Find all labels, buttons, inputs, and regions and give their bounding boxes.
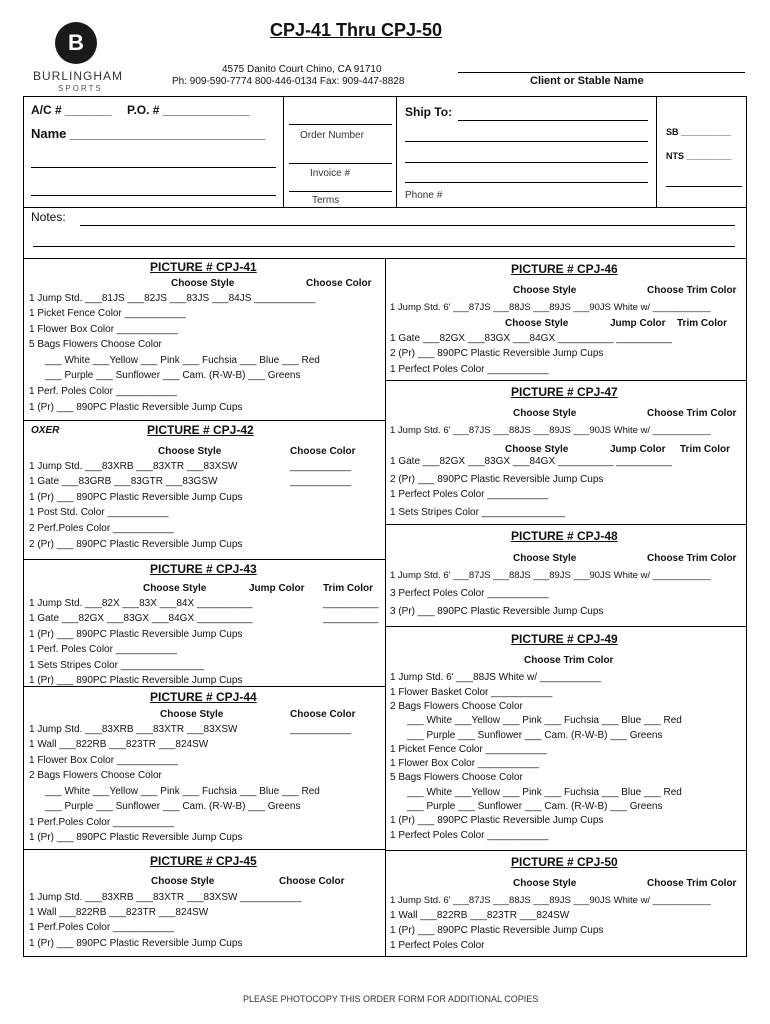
section-title: PICTURE # CPJ-42 [147, 423, 254, 437]
line-item[interactable]: 1 Flower Box Color ___________ [29, 755, 178, 766]
choose-style-header: Choose Style [513, 285, 577, 296]
line-item[interactable]: 1 Post Std. Color ___________ [29, 507, 169, 518]
client-name-line[interactable] [458, 72, 745, 73]
choose-color-header: Choose Color [290, 709, 356, 720]
line-item[interactable]: 1 Perfect Poles Color ___________ [390, 364, 549, 375]
section-title: PICTURE # CPJ-48 [511, 529, 618, 543]
oxer-label: OXER [31, 425, 60, 436]
notes-line-1[interactable] [80, 225, 735, 226]
ship-to-label: Ship To: [405, 105, 453, 119]
line-item[interactable]: 1 Jump Std. 6' ___88JS White w/ ___________ [390, 672, 601, 683]
line-item[interactable]: 1 Perf. Poles Color ___________ [29, 644, 177, 655]
line-item[interactable]: 1 Picket Fence Color ___________ [390, 744, 547, 755]
line-item[interactable]: 1 Flower Box Color ___________ [29, 324, 178, 335]
choose-color-header: Choose Color [306, 278, 372, 289]
section-title: PICTURE # CPJ-43 [150, 562, 257, 576]
line-item[interactable]: 1 (Pr) ___ 890PC Plastic Reversible Jump Cups [29, 832, 243, 843]
line-item[interactable]: 1 Wall ___822RB ___823TR ___824SW [390, 910, 570, 921]
jump-color-header: Jump Color [249, 583, 305, 594]
notes-line-2[interactable] [33, 246, 735, 247]
choose-style-header: Choose Style [505, 318, 569, 329]
section-title: PICTURE # CPJ-50 [511, 855, 618, 869]
color-options[interactable]: ___ White ___Yellow ___ Pink ___ Fuchsia ___ Blue ___ Red [45, 786, 320, 797]
line-item[interactable]: 1 Jump Std. ___81JS ___82JS ___83JS ___84JS ___________ [29, 293, 316, 304]
line-item[interactable]: 1 Sets Stripes Color _______________ [29, 660, 205, 671]
extra-field-line[interactable] [666, 186, 742, 187]
line-item[interactable]: 1 Perfect Poles Color ___________ [390, 830, 549, 841]
line-item[interactable]: 1 Perf.Poles Color ___________ [29, 817, 175, 828]
brand-logo-letter: B [68, 30, 84, 55]
page-title: CPJ-41 Thru CPJ-50 [270, 20, 443, 40]
client-name-label: Client or Stable Name [530, 75, 644, 87]
line-item[interactable]: 1 (Pr) ___ 890PC Plastic Reversible Jump Cups [29, 492, 243, 503]
line-item: 5 Bags Flowers Choose Color [29, 339, 162, 350]
choose-trim-header: Choose Trim Color [647, 553, 737, 564]
line-item[interactable]: 1 Jump Std. 6' ___87JS ___88JS ___89JS ___90JS White w/ ___________ [390, 425, 711, 436]
line-item[interactable]: 1 (Pr) ___ 890PC Plastic Reversible Jump Cups [29, 629, 243, 640]
ac-field[interactable]: A/C # _______ [31, 103, 112, 117]
choose-color-header: Choose Color [279, 876, 345, 887]
brand-name: BURLINGHAM [33, 69, 124, 83]
section-title: PICTURE # CPJ-49 [511, 632, 618, 646]
line-item[interactable]: 2 (Pr) ___ 890PC Plastic Reversible Jump Cups [390, 474, 604, 485]
sb-field[interactable]: SB __________ [666, 127, 732, 137]
line-item[interactable]: 1 Perfect Poles Color [390, 940, 485, 951]
line-item[interactable]: 1 Perf. Poles Color ___________ [29, 386, 177, 397]
trim-color-header: Trim Color [680, 444, 731, 455]
footer-note: PLEASE PHOTOCOPY THIS ORDER FORM FOR ADDITIONAL COPIES [243, 994, 539, 1004]
notes-label: Notes: [31, 210, 66, 224]
phone-label: Phone # [405, 190, 443, 201]
invoice-label: Invoice # [310, 168, 351, 179]
choose-style-header: Choose Style [171, 278, 235, 289]
line-item[interactable]: 1 Jump Std. ___83XRB ___83XTR ___83XSW [29, 461, 238, 472]
line-item[interactable]: 1 Jump Std. ___83XRB ___83XTR ___83XSW [29, 724, 238, 735]
ship-to-line-3[interactable] [405, 162, 648, 163]
color-options[interactable]: ___ White ___Yellow ___ Pink ___ Fuchsia ___ Blue ___ Red [407, 787, 682, 798]
company-phones: Ph: 909-590-7774 800-446-0134 Fax: 909-447-8828 [172, 76, 405, 87]
color-options[interactable]: ___ White ___Yellow ___ Pink ___ Fuchsia ___ Blue ___ Red [407, 715, 682, 726]
choose-style-header: Choose Style [143, 583, 207, 594]
color-line[interactable]: ___________ [290, 476, 352, 487]
line-item[interactable]: 1 Flower Box Color ___________ [390, 758, 539, 769]
line-item[interactable]: 2 (Pr) ___ 890PC Plastic Reversible Jump Cups [29, 539, 243, 550]
section-title: PICTURE # CPJ-46 [511, 262, 618, 276]
line-item[interactable]: 1 (Pr) ___ 890PC Plastic Reversible Jump Cups [29, 675, 243, 686]
line-item[interactable]: 1 (Pr) ___ 890PC Plastic Reversible Jump Cups [390, 925, 604, 936]
choose-trim-header: Choose Trim Color [524, 655, 614, 666]
line-item[interactable]: 1 (Pr) ___ 890PC Plastic Reversible Jump Cups [29, 938, 243, 949]
jump-color-header: Jump Color [610, 444, 666, 455]
brand-sub: SPORTS [58, 84, 103, 93]
line-item[interactable]: 1 Picket Fence Color ___________ [29, 308, 186, 319]
section-title: PICTURE # CPJ-47 [511, 385, 618, 399]
choose-trim-header: Choose Trim Color [647, 285, 737, 296]
choose-style-header: Choose Style [513, 878, 577, 889]
ship-to-line-1[interactable] [458, 120, 648, 121]
line-item[interactable]: 1 Perfect Poles Color ___________ [390, 489, 549, 500]
line-item[interactable]: 1 Jump Std. 6' ___87JS ___88JS ___89JS ___90JS White w/ ___________ [390, 570, 711, 581]
name-line-3[interactable] [31, 195, 276, 196]
section-title: PICTURE # CPJ-41 [150, 260, 257, 274]
section-title: PICTURE # CPJ-45 [150, 854, 257, 868]
choose-style-header: Choose Style [160, 709, 224, 720]
po-field[interactable]: P.O. # _____________ [127, 103, 250, 117]
trim-color-header: Trim Color [323, 583, 374, 594]
name-field[interactable]: Name ___________________________ [31, 126, 266, 141]
line-item: 5 Bags Flowers Choose Color [390, 772, 523, 783]
line-item[interactable]: 1 (Pr) ___ 890PC Plastic Reversible Jump Cups [390, 815, 604, 826]
line-item[interactable]: 1 Perf.Poles Color ___________ [29, 922, 175, 933]
line-item[interactable]: 1 Gate ___82GX ___83GX ___84GX __________ [29, 613, 253, 624]
choose-style-header: Choose Style [513, 408, 577, 419]
line-item[interactable]: 1 (Pr) ___ 890PC Plastic Reversible Jump Cups [29, 402, 243, 413]
trim-line[interactable]: __________ [323, 613, 379, 624]
line-item[interactable]: 1 Wall ___822RB ___823TR ___824SW [29, 739, 209, 750]
choose-color-header: Choose Color [290, 446, 356, 457]
company-address: 4575 Danito Court Chino, CA 91710 [222, 64, 382, 75]
color-line[interactable]: ___________ [290, 461, 352, 472]
choose-style-header: Choose Style [505, 444, 569, 455]
line-item[interactable]: 1 Gate ___82GX ___83GX ___84GX __________ __________ [390, 333, 672, 344]
color-options[interactable]: ___ Purple ___ Sunflower ___ Cam. (R-W-B) ___ Greens [407, 801, 663, 812]
section-title: PICTURE # CPJ-44 [150, 690, 257, 704]
color-options[interactable]: ___ Purple ___ Sunflower ___ Cam. (R-W-B) ___ Greens [45, 801, 301, 812]
line-item[interactable]: 1 Jump Std. 6' ___87JS ___88JS ___89JS ___90JS White w/ ___________ [390, 895, 711, 906]
line-item[interactable]: 1 Flower Basket Color ___________ [390, 687, 553, 698]
line-item: 2 Bags Flowers Choose Color [390, 701, 523, 712]
color-options[interactable]: ___ Purple ___ Sunflower ___ Cam. (R-W-B) ___ Greens [407, 730, 663, 741]
terms-label: Terms [312, 195, 340, 206]
line-item[interactable]: 2 (Pr) ___ 890PC Plastic Reversible Jump Cups [390, 348, 604, 359]
ship-to-line-2[interactable] [405, 141, 648, 142]
line-item[interactable]: 1 Gate ___82GX ___83GX ___84GX __________ __________ [390, 456, 672, 467]
color-line[interactable]: ___________ [290, 724, 352, 735]
line-item[interactable]: 2 Perf.Poles Color ___________ [29, 523, 175, 534]
line-item[interactable]: 1 Gate ___83GRB ___83GTR ___83GSW [29, 476, 218, 487]
trim-color-header: Trim Color [677, 318, 728, 329]
name-line-2[interactable] [31, 167, 276, 168]
line-item[interactable]: 1 Wall ___822RB ___823TR ___824SW [29, 907, 209, 918]
choose-trim-header: Choose Trim Color [647, 878, 737, 889]
line-item[interactable]: 1 Jump Std. ___82X ___83X ___84X __________ [29, 598, 253, 609]
line-item[interactable]: 3 (Pr) ___ 890PC Plastic Reversible Jump Cups [390, 606, 604, 617]
line-item[interactable]: 1 Jump Std. ___83XRB ___83XTR ___83XSW ___________ [29, 892, 302, 903]
line-item[interactable]: 1 Sets Stripes Color _______________ [390, 507, 566, 518]
ship-to-line-4[interactable] [405, 182, 648, 183]
order-number-label: Order Number [300, 130, 364, 141]
color-options[interactable]: ___ Purple ___ Sunflower ___ Cam. (R-W-B) ___ Greens [45, 370, 301, 381]
choose-trim-header: Choose Trim Color [647, 408, 737, 419]
color-options[interactable]: ___ White ___Yellow ___ Pink ___ Fuchsia ___ Blue ___ Red [45, 355, 320, 366]
choose-style-header: Choose Style [158, 446, 222, 457]
line-item[interactable]: 3 Perfect Poles Color ___________ [390, 588, 549, 599]
choose-style-header: Choose Style [151, 876, 215, 887]
choose-style-header: Choose Style [513, 553, 577, 564]
jump-color-header: Jump Color [610, 318, 666, 329]
trim-line[interactable]: __________ [323, 598, 379, 609]
line-item: 2 Bags Flowers Choose Color [29, 770, 162, 781]
nts-field[interactable]: NTS _________ [666, 151, 732, 161]
line-item[interactable]: 1 Jump Std. 6' ___87JS ___88JS ___89JS ___90JS White w/ ___________ [390, 302, 711, 313]
